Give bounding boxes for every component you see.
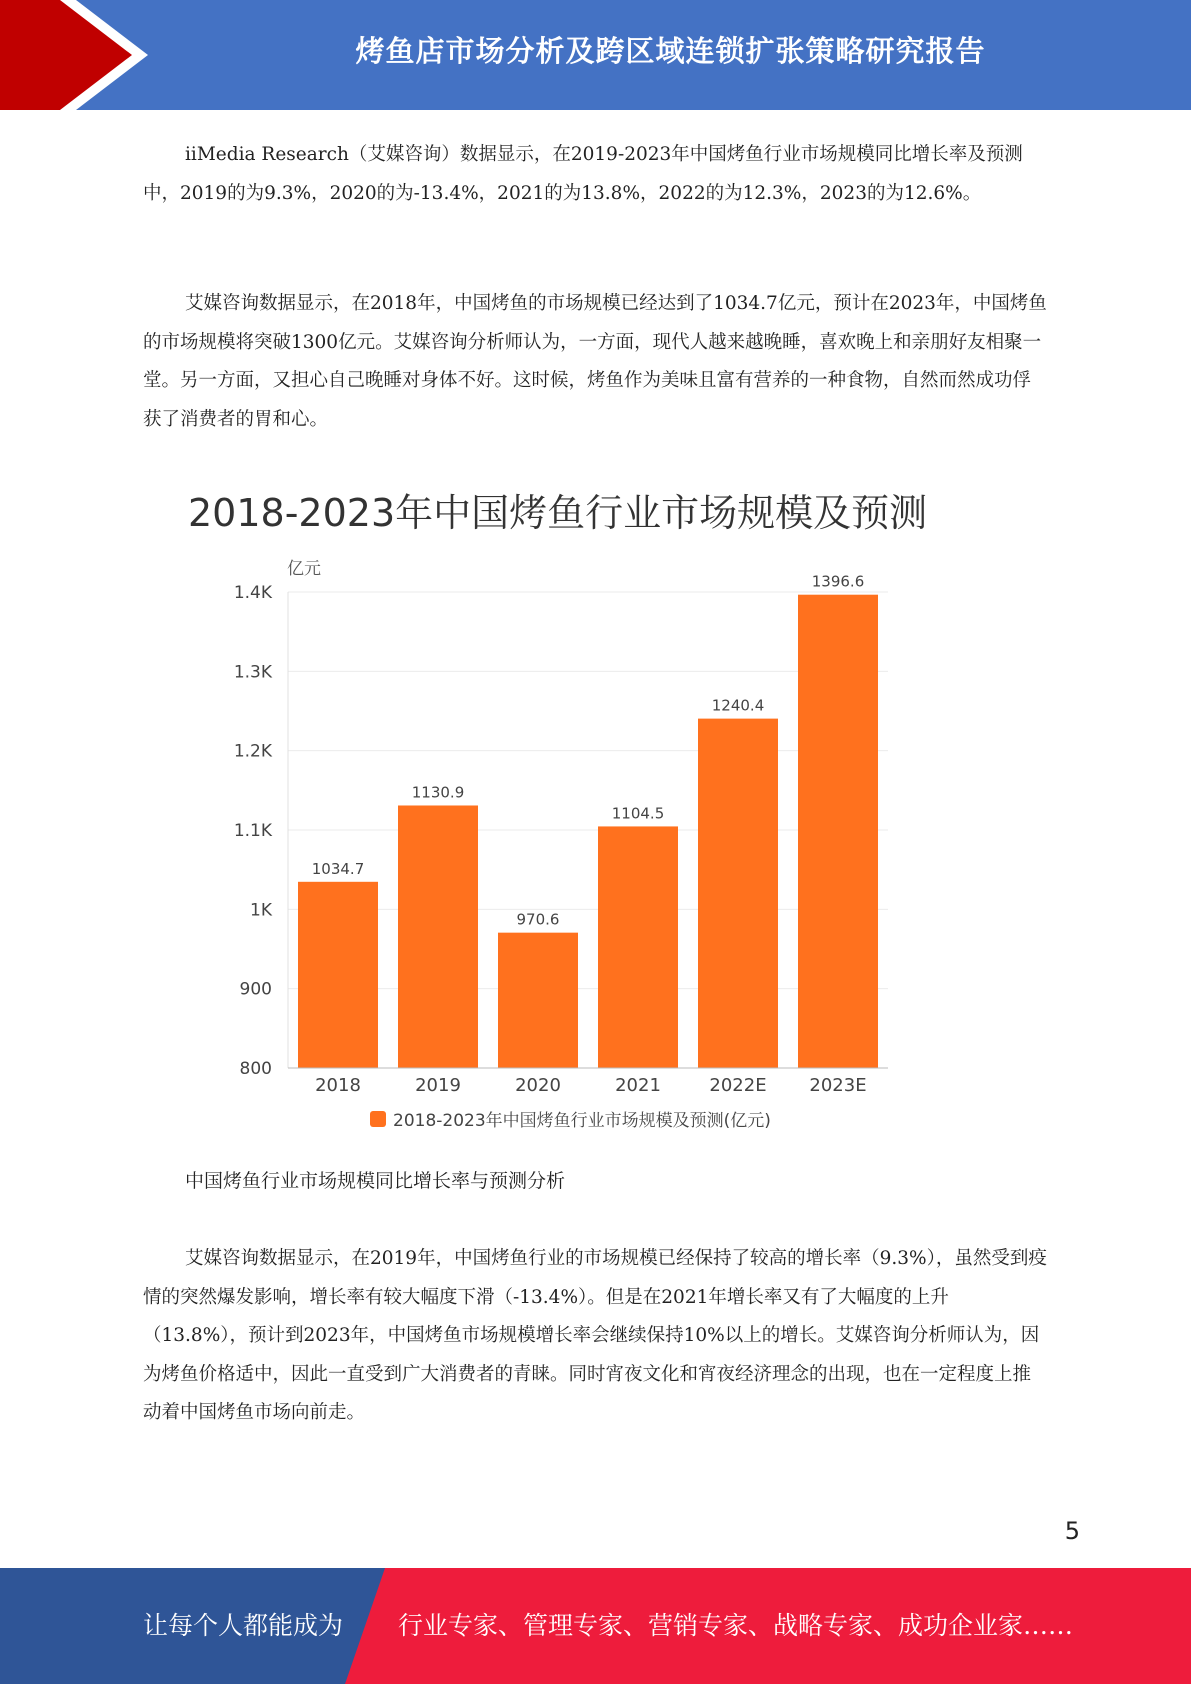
bar-2020 [498, 933, 578, 1068]
chart-unit-label: 亿元 [287, 559, 321, 579]
x-tick-label: 2023E [809, 1075, 867, 1096]
x-tick-label: 2019 [415, 1075, 461, 1096]
paragraph-growth-rate: iiMedia Research（艾媒咨询）数据显示，在2019-2023年中国烤鱼行业市场规模同比增长率及预测中，2019的为9.3%，2020的为-13.4%，2021的为13.8%，2022的为12.3%，2023的为12.6%。 [143, 144, 1023, 204]
legend-label: 2018-2023年中国烤鱼行业市场规模及预测(亿元) [393, 1111, 771, 1131]
bar-value-label: 1104.5 [611, 804, 665, 823]
bar-value-label: 1034.7 [311, 859, 365, 878]
bar-value-label: 1396.6 [811, 572, 865, 591]
x-tick-label: 2020 [515, 1075, 561, 1096]
footer-slogan-left: 让每个人都能成为 [143, 1611, 344, 1640]
y-tick-label: 1.2K [233, 741, 272, 762]
bar-value-label: 1130.9 [411, 783, 465, 802]
y-tick-label: 900 [239, 979, 272, 1000]
bar-2023E [798, 595, 878, 1068]
header-arrow-decoration [0, 0, 160, 110]
bar-2021 [598, 826, 678, 1068]
chart-caption: 中国烤鱼行业市场规模同比增长率与预测分析 [185, 1170, 566, 1192]
footer-slogan-right: 行业专家、管理专家、营销专家、战略专家、成功企业家…… [398, 1611, 1074, 1640]
y-tick-label: 1K [250, 900, 272, 921]
bar-2022E [698, 719, 778, 1068]
bar-value-label: 1240.4 [711, 696, 765, 715]
y-tick-label: 1.3K [233, 662, 272, 683]
legend-swatch [370, 1111, 386, 1127]
y-tick-label: 1.1K [233, 821, 272, 841]
y-axis-tick-labels [234, 583, 273, 1079]
chart-bars [298, 595, 878, 1068]
paragraph-growth-analysis: 艾媒咨询数据显示，在2019年，中国烤鱼行业的市场规模已经保持了较高的增长率（9.3%），虽然受到疫情的突然爆发影响，增长率有较大幅度下滑（-13.4%）。但是在2021年增长率又有了大幅度的上升（13.8%），预计到2023年，中国烤鱼市场规模增长率会继续保持10%以上的增长。艾媒咨询分析师认为，因为烤鱼价格适中，因此一直受到广大消费者的青睐。同时宵夜文化和宵夜经济理念的出现，也在一定程度上推动着中国烤鱼市场向前走。 [143, 1248, 1047, 1423]
x-tick-label: 2021 [615, 1075, 661, 1096]
chart-title: 2018-2023年中国烤鱼行业市场规模及预测 [188, 491, 928, 535]
paragraph-market-size: 艾媒咨询数据显示，在2018年，中国烤鱼的市场规模已经达到了1034.7亿元，预计在2023年，中国烤鱼的市场规模将突破1300亿元。艾媒咨询分析师认为，一方面，现代人越来越晚睡，喜欢晚上和亲朋好友相聚一堂。另一方面，又担心自己晚睡对身体不好。这时候，烤鱼作为美味且富有营养的一种食物，自然而然成功俘获了消费者的胃和心。 [143, 293, 1047, 430]
report-title: 烤鱼店市场分析及跨区域连锁扩张策略研究报告 [355, 34, 986, 68]
y-tick-label: 1.4K [233, 583, 272, 603]
market-size-bar-chart [180, 490, 980, 1140]
page-footer [0, 1568, 1191, 1684]
page-header [0, 0, 1191, 110]
x-axis-tick-labels [315, 1075, 867, 1096]
bar-value-label: 970.6 [516, 910, 560, 929]
bar-2018 [298, 882, 378, 1068]
x-tick-label: 2022E [709, 1075, 767, 1096]
page-number: 5 [1064, 1517, 1080, 1545]
y-tick-label: 800 [239, 1059, 272, 1079]
bar-2019 [398, 805, 478, 1068]
x-tick-label: 2018 [315, 1075, 361, 1096]
